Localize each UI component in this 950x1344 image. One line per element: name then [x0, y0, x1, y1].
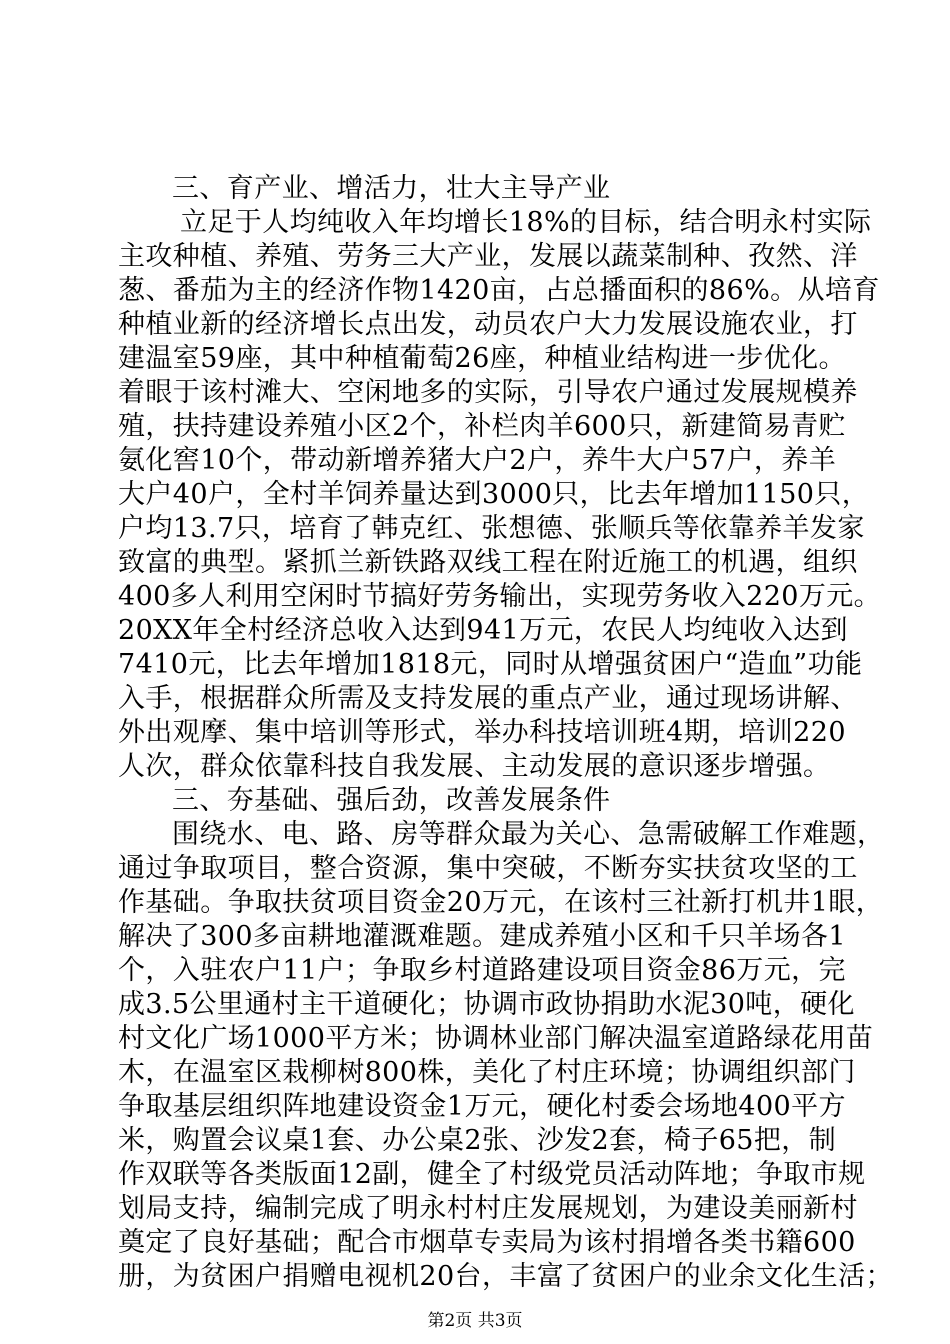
paragraph-line: 米，购置会议桌1套、办公桌2张、沙发2套，椅子65把，制	[118, 1125, 837, 1156]
paragraph-line: 7410元，比去年增加1818元，同时从增强贫困户“造血”功能	[118, 649, 863, 680]
paragraph-line: 大户40户，全村羊饲养量达到3000只，比去年增加1150只，	[118, 479, 870, 510]
paragraph-line: 主攻种植、养殖、劳务三大产业，发展以蔬菜制种、孜然、洋	[118, 241, 858, 272]
paragraph-line: 作双联等各类版面12副，健全了村级党员活动阵地；争取市规	[118, 1159, 866, 1190]
paragraph-line: 立足于人均纯收入年均增长18%的目标，结合明永村实际	[180, 207, 872, 238]
paragraph-line: 通过争取项目，整合资源，集中突破，不断夯实扶贫攻坚的工	[118, 853, 858, 884]
paragraph-line: 着眼于该村滩大、空闲地多的实际，引导农户通过发展规模养	[118, 377, 858, 408]
paragraph-line: 20XX年全村经济总收入达到941万元，农民人均纯收入达到	[118, 615, 848, 646]
page-number-footer: 第2页 共3页	[427, 1311, 523, 1331]
paragraph-line: 人次，群众依靠科技自我发展、主动发展的意识逐步增强。	[118, 751, 831, 782]
paragraph-line: 解决了300多亩耕地灌溉难题。建成养殖小区和千只羊场各1	[118, 921, 846, 952]
paragraph-line: 村文化广场1000平方米；协调林业部门解决温室道路绿花用苗	[118, 1023, 874, 1054]
section-heading-foundation: 三、夯基础、强后劲，改善发展条件	[172, 785, 611, 816]
paragraph-line: 争取基层组织阵地建设资金1万元，硬化村委会场地400平方	[118, 1091, 846, 1122]
paragraph-line: 致富的典型。紧抓兰新铁路双线工程在附近施工的机遇，组织	[118, 547, 858, 578]
paragraph-line: 400多人利用空闲时节搞好劳务输出，实现劳务收入220万元。	[118, 581, 882, 612]
paragraph-line: 葱、番茄为主的经济作物1420亩，占总播面积的86%。从培育	[118, 275, 880, 306]
paragraph-line: 围绕水、电、路、房等群众最为关心、急需破解工作难题，	[172, 819, 885, 850]
paragraph-line: 划局支持，编制完成了明永村村庄发展规划，为建设美丽新村	[118, 1193, 858, 1224]
section-heading-industry: 三、育产业、增活力，壮大主导产业	[172, 173, 611, 204]
paragraph-line: 奠定了良好基础；配合市烟草专卖局为该村捐增各类书籍600	[118, 1227, 856, 1258]
paragraph-line: 册，为贫困户捐赠电视机20台，丰富了贫困户的业余文化生活；	[118, 1261, 893, 1292]
paragraph-line: 作基础。争取扶贫项目资金20万元，在该村三社新打机井1眼，	[118, 887, 884, 918]
paragraph-line: 木，在温室区栽柳树800株，美化了村庄环境；协调组织部门	[118, 1057, 856, 1088]
paragraph-line: 殖，扶持建设养殖小区2个，补栏肉羊600只，新建简易青贮	[118, 411, 846, 442]
paragraph-line: 户均13.7只，培育了韩克红、张想德、张顺兵等依靠养羊发家	[118, 513, 865, 544]
paragraph-line: 个，入驻农户11户；争取乡村道路建设项目资金86万元，完	[118, 955, 846, 986]
paragraph-line: 种植业新的经济增长点出发，动员农户大力发展设施农业，打	[118, 309, 858, 340]
paragraph-line: 氨化窖10个，带动新增养猪大户2户，养牛大户57户，养羊	[118, 445, 837, 476]
paragraph-line: 外出观摩、集中培训等形式，举办科技培训班4期，培训220	[118, 717, 846, 748]
paragraph-line: 建温室59座，其中种植葡萄26座，种植业结构进一步优化。	[118, 343, 846, 374]
paragraph-line: 入手，根据群众所需及支持发展的重点产业，通过现场讲解、	[118, 683, 858, 714]
paragraph-line: 成3.5公里通村主干道硬化；协调市政协捐助水泥30吨，硬化	[118, 989, 855, 1020]
